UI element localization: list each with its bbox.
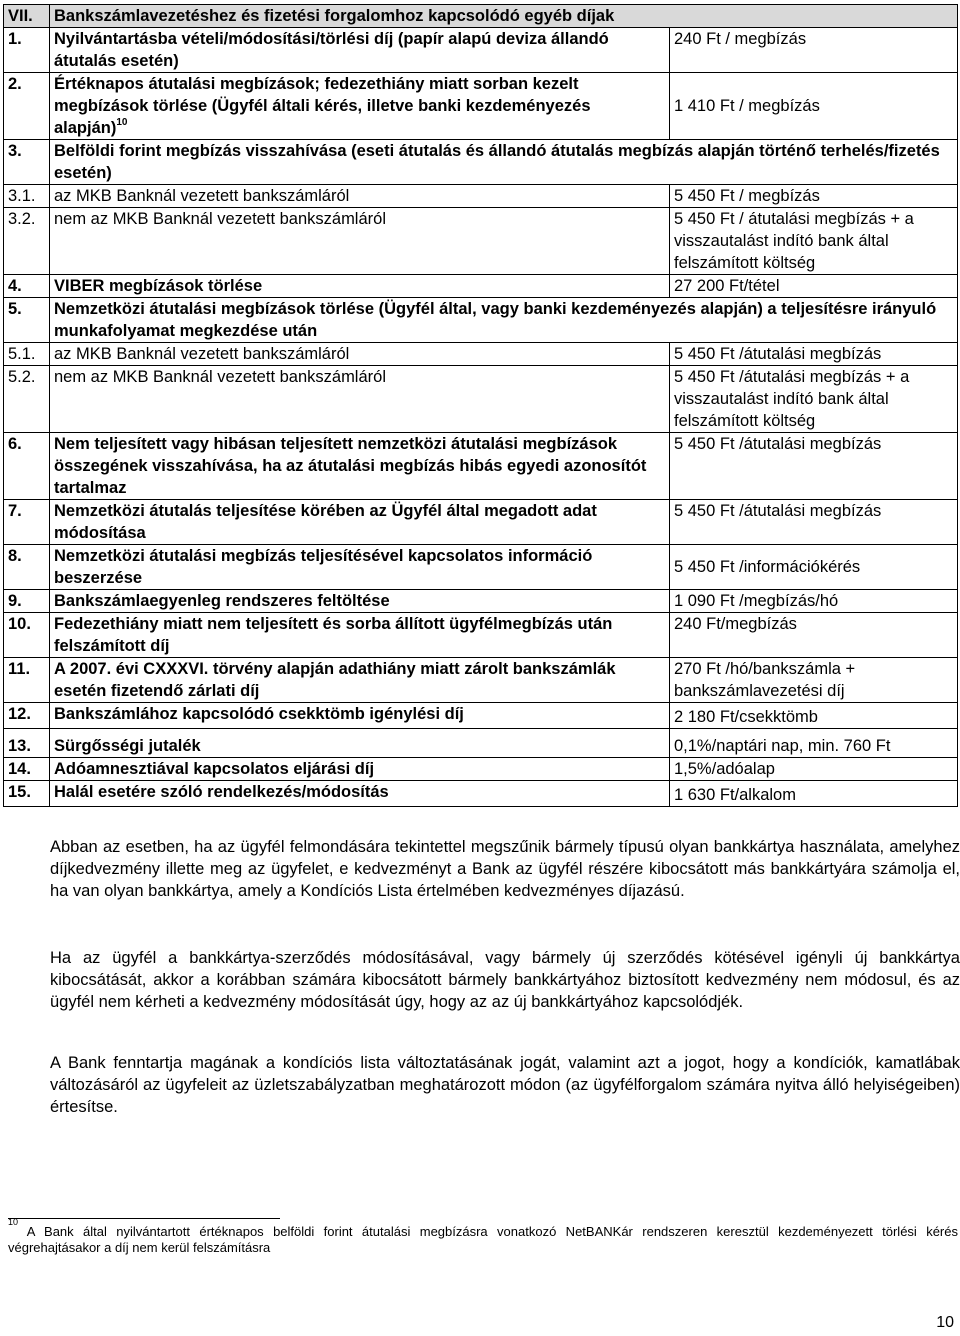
row-number: 12. — [4, 703, 50, 729]
page-number: 10 — [936, 1314, 954, 1331]
row-fee: 5 450 Ft / átutalási megbízás + a visszautalást indító bank által felszámított költség — [670, 208, 958, 275]
row-description: Nyilvántartásba vételi/módosítási/törlési díj (papír alapú deviza állandó átutalás esetén) — [50, 28, 670, 73]
row-fee: 5 450 Ft /információkérés — [670, 545, 958, 590]
row-description: az MKB Banknál vezetett bankszámláról — [50, 185, 670, 208]
table-row — [4, 658, 958, 703]
table-row — [4, 73, 958, 140]
row-fee: 1,5%/adóalap — [670, 758, 958, 781]
row-description: Halál esetére szóló rendelkezés/módosítás — [50, 781, 670, 807]
body-paragraph: A Bank fenntartja magának a kondíciós lista változtatásának jogát, valamint azt a jogot, hogy a kondíciók, kamatlábak változásáról az ügyfeleit az üzletszabályzatban meghatározott módon (az ügyfélforgalom számára nyitva álló helyiségeiben) értesítse. — [50, 1054, 960, 1116]
row-number: 5.1. — [4, 343, 50, 366]
row-description: Nem teljesített vagy hibásan teljesített nemzetközi átutalási megbízások összegének visszahívása, ha az átutalási megbízás hibás egyedi azonosítót tartalmaz — [50, 433, 670, 500]
footnote-reference: 10 — [116, 116, 128, 128]
table-row — [4, 729, 958, 758]
table-row — [4, 28, 958, 73]
row-description: Adóamnesztiával kapcsolatos eljárási díj — [50, 758, 670, 781]
row-description: nem az MKB Banknál vezetett bankszámláról — [50, 208, 670, 275]
footnote-marker: 10 — [8, 1216, 19, 1227]
row-number: 13. — [4, 729, 50, 758]
row-fee: 27 200 Ft/tétel — [670, 275, 958, 298]
footnote-divider — [8, 1218, 280, 1219]
footnote — [8, 1216, 958, 1256]
table-row — [4, 343, 958, 366]
row-description: Bankszámlához kapcsolódó csekktömb igénylési díj — [50, 703, 670, 729]
table-row — [4, 545, 958, 590]
section-number: VII. — [4, 5, 50, 28]
row-number: 11. — [4, 658, 50, 703]
table-row — [4, 433, 958, 500]
row-description-cell — [50, 73, 670, 140]
table-row — [4, 703, 958, 729]
table-row — [4, 500, 958, 545]
table-row — [4, 140, 958, 185]
section-title: Bankszámlavezetéshez és fizetési forgalomhoz kapcsolódó egyéb díjak — [50, 5, 958, 28]
row-fee: 5 450 Ft /átutalási megbízás — [670, 433, 958, 500]
row-number: 10. — [4, 613, 50, 658]
row-description: Belföldi forint megbízás visszahívása (eseti átutalás és állandó átutalás megbízás alapján történő terhelés/fizetés esetén) — [50, 140, 958, 185]
row-description: Nemzetközi átutalás teljesítése körében az Ügyfél által megadott adat módosítása — [50, 500, 670, 545]
row-fee: 270 Ft /hó/bankszámla + bankszámlavezetési díj — [670, 658, 958, 703]
row-number: 2. — [4, 73, 50, 140]
row-number: 1. — [4, 28, 50, 73]
row-description: az MKB Banknál vezetett bankszámláról — [50, 343, 670, 366]
row-number: 9. — [4, 590, 50, 613]
row-description: nem az MKB Banknál vezetett bankszámláról — [50, 366, 670, 433]
row-fee: 1 630 Ft/alkalom — [670, 781, 958, 807]
row-number: 3. — [4, 140, 50, 185]
footnote-text: A Bank által nyilvántartott értéknapos belföldi forint átutalási megbízásra vonatkozó NetBANKár rendszeren keresztül kezdeményezett törlési kérés végrehajtásakor a díj nem kerül felszámításra — [8, 1224, 958, 1255]
row-number: 7. — [4, 500, 50, 545]
row-fee: 5 450 Ft /átutalási megbízás — [670, 343, 958, 366]
table-row — [4, 758, 958, 781]
fee-table — [3, 4, 958, 807]
row-fee: 1 410 Ft / megbízás — [670, 73, 958, 140]
table-row — [4, 208, 958, 275]
row-number: 3.1. — [4, 185, 50, 208]
row-number: 15. — [4, 781, 50, 807]
row-fee: 1 090 Ft /megbízás/hó — [670, 590, 958, 613]
table-row — [4, 298, 958, 343]
row-number: 6. — [4, 433, 50, 500]
row-description: Fedezethiány miatt nem teljesített és sorba állított ügyfélmegbízás után felszámított díj — [50, 613, 670, 658]
row-number: 4. — [4, 275, 50, 298]
row-description: Értéknapos átutalási megbízások; fedezethiány miatt sorban kezelt megbízások törlése (Ügyfél általi kérés, illetve banki kezdeményezés alapján) — [54, 75, 591, 137]
table-row — [4, 185, 958, 208]
table-row — [4, 275, 958, 298]
row-fee: 5 450 Ft /átutalási megbízás — [670, 500, 958, 545]
row-fee: 5 450 Ft /átutalási megbízás + a visszautalást indító bank által felszámított költség — [670, 366, 958, 433]
table-row — [4, 590, 958, 613]
row-number: 5. — [4, 298, 50, 343]
body-paragraph: Ha az ügyfél a bankkártya-szerződés módosításával, vagy bármely új szerződés kötésével igényli új bankkártya kibocsátását, akkor a korábban számára kibocsátott bármely bankkártyához biztosított kedvezmény nem módosul, és az ügyfél nem kérheti a kedvezmény módosítását úgy, hogy az az új bankkártyához kapcsolódjék. — [50, 949, 960, 1011]
row-description: Bankszámlaegyenleg rendszeres feltöltése — [50, 590, 670, 613]
row-fee: 240 Ft/megbízás — [670, 613, 958, 658]
row-description: Nemzetközi átutalási megbízás teljesítésével kapcsolatos információ beszerzése — [50, 545, 670, 590]
table-row — [4, 366, 958, 433]
row-fee: 5 450 Ft / megbízás — [670, 185, 958, 208]
row-fee: 2 180 Ft/csekktömb — [670, 703, 958, 729]
row-number: 5.2. — [4, 366, 50, 433]
row-description: Sürgősségi jutalék — [50, 729, 670, 758]
row-number: 8. — [4, 545, 50, 590]
row-number: 14. — [4, 758, 50, 781]
row-number: 3.2. — [4, 208, 50, 275]
table-row — [4, 613, 958, 658]
row-description: A 2007. évi CXXXVI. törvény alapján adathiány miatt zárolt bankszámlák esetén fizetendő zárlati díj — [50, 658, 670, 703]
body-paragraph: Abban az esetben, ha az ügyfél felmondására tekintettel megszűnik bármely típusú olyan bankkártya használata, amelyhez díjkedvezmény illette meg az ügyfelet, e kedvezményt a Bank az ügyfél részére kibocsátott más bankkártyára számolja el, ha van olyan bankkártya, amely a Kondíciós Lista értelmében kedvezményes díjazású. — [50, 838, 960, 900]
row-description: VIBER megbízások törlése — [50, 275, 670, 298]
row-description: Nemzetközi átutalási megbízások törlése (Ügyfél által, vagy banki kezdeményezés alapján) a teljesítésre irányuló munkafolyamat megkezdése után — [50, 298, 958, 343]
row-fee: 240 Ft / megbízás — [670, 28, 958, 73]
section-header-row — [4, 5, 958, 28]
table-row — [4, 781, 958, 807]
row-fee: 0,1%/naptári nap, min. 760 Ft — [670, 729, 958, 758]
